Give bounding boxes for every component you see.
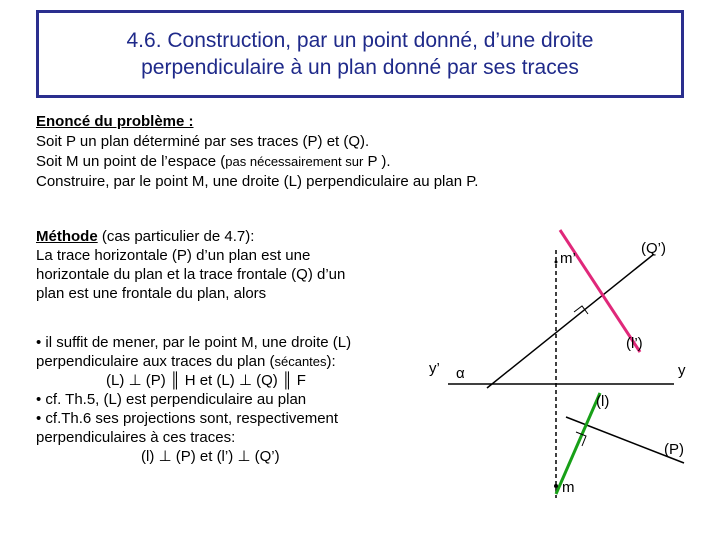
- label-m-prime: m’: [560, 250, 576, 267]
- statement-line-2: Soit M un point de l’espace (pas nécessairement sur P ).: [36, 153, 391, 170]
- label-m: m: [562, 479, 575, 496]
- label-l-prime: (l’): [626, 335, 643, 352]
- method-line-1: La trace horizontale (P) d’un plan est une: [36, 247, 311, 264]
- label-y-prime: y’: [429, 360, 440, 377]
- step-line-5: • cf.Th.6 ses projections sont, respectivement: [36, 410, 339, 427]
- title-line-1: 4.6. Construction, par un point donné, d’une droite: [126, 29, 594, 52]
- label-p: (P): [664, 441, 684, 458]
- step-line-7: (l) ⊥ (P) et (l’) ⊥ (Q’): [141, 448, 280, 465]
- method-line-2: horizontale du plan et la trace frontale (Q) d’un: [36, 266, 346, 283]
- method-heading-rest: (cas particulier de 4.7):: [97, 228, 255, 245]
- projection-l-prime: [560, 230, 640, 352]
- method-line-3: plan est une frontale du plan, alors: [36, 285, 267, 302]
- step-line-4: • cf. Th.5, (L) est perpendiculaire au plan: [36, 391, 307, 408]
- statement-heading: Enoncé du problème :: [36, 113, 194, 130]
- label-q-prime: (Q’): [641, 240, 666, 257]
- label-alpha: α: [456, 365, 465, 382]
- title-line-2: perpendiculaire à un plan donné par ses traces: [141, 56, 579, 79]
- statement-line-1: Soit P un plan déterminé par ses traces (P) et (Q).: [36, 133, 370, 150]
- point-m: [554, 484, 558, 488]
- method-heading: Méthode: [36, 228, 98, 245]
- step-line-2: perpendiculaire aux traces du plan (sécantes):: [36, 353, 336, 370]
- label-y: y: [678, 362, 686, 379]
- point-m-prime: [555, 261, 558, 264]
- step-line-6: perpendiculaires à ces traces:: [36, 429, 236, 446]
- statement-line-3: Construire, par le point M, une droite (L) perpendiculaire au plan P.: [36, 173, 479, 190]
- step-line-1: • il suffit de mener, par le point M, une droite (L): [36, 334, 352, 351]
- step-line-3: (L) ⊥ (P) ║ H et (L) ⊥ (Q) ║ F: [106, 372, 306, 389]
- label-l: (l): [596, 393, 610, 410]
- trace-q-prime: [487, 254, 654, 388]
